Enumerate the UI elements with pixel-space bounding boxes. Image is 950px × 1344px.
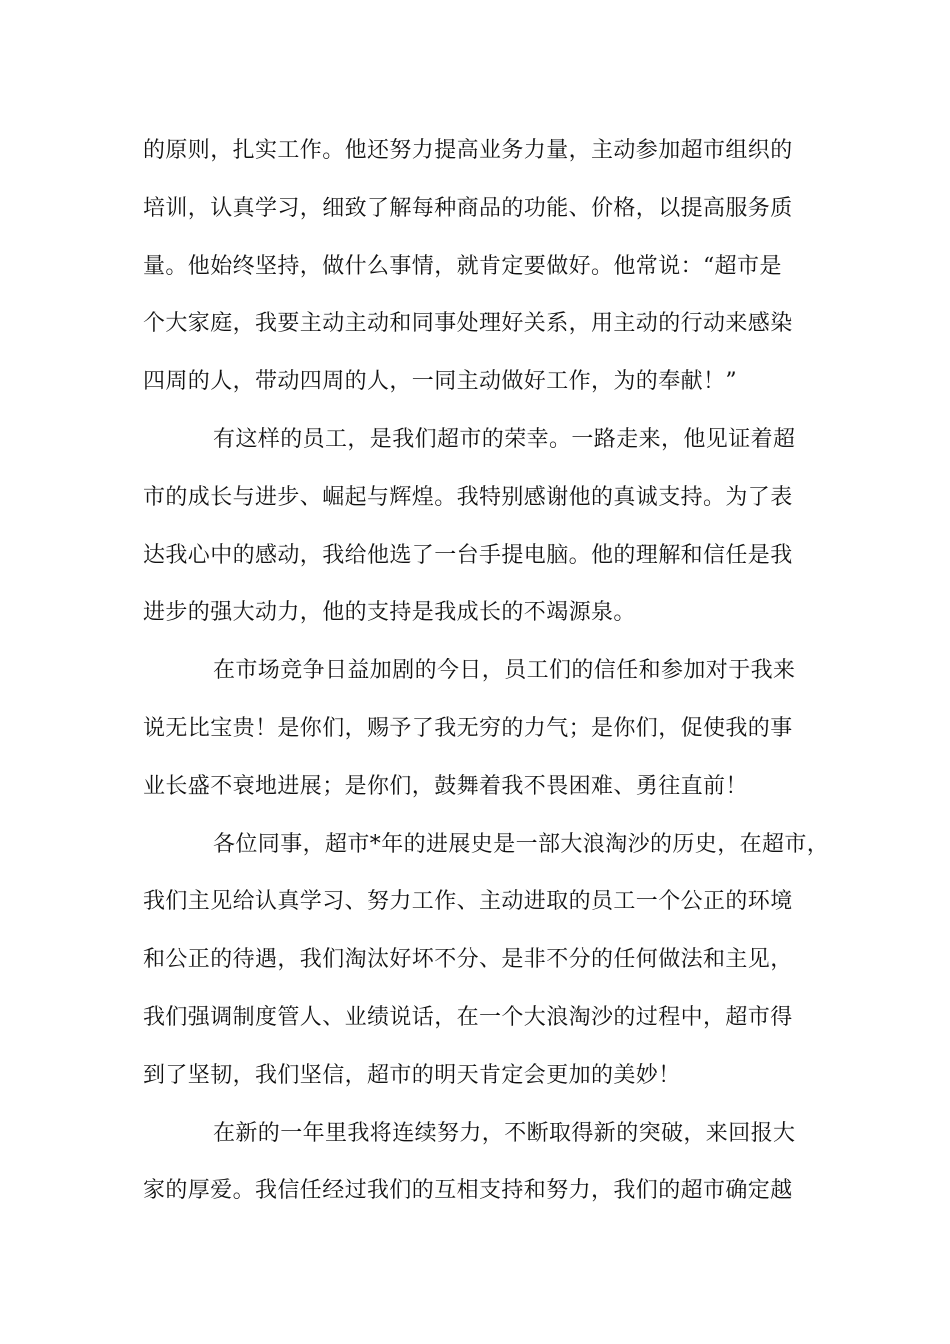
paragraph-line: 说无比宝贵！是你们，赐予了我无穷的力气；是你们，促使我的事 xyxy=(143,715,793,741)
paragraph-line: 我们主见给认真学习、努力工作、主动进取的员工一个公正的环境 xyxy=(143,889,793,915)
paragraph-line: 我们强调制度管人、业绩说话，在一个大浪淘沙的过程中，超市得 xyxy=(143,1004,793,1030)
paragraph-line: 业长盛不衰地进展；是你们，鼓舞着我不畏困难、勇往直前！ xyxy=(143,773,748,799)
paragraph-line: 和公正的待遇，我们淘汰好坏不分、是非不分的任何做法和主见， xyxy=(143,947,793,973)
paragraph-first-line: 在市场竞争日益加剧的今日，员工们的信任和参加对于我来 xyxy=(213,658,796,684)
paragraph-line: 家的厚爱。我信任经过我们的互相支持和努力，我们的超市确定越 xyxy=(143,1178,793,1204)
paragraph-line: 量。他始终坚持，做什么事情，就肯定要做好。他常说：“超市是 xyxy=(143,253,782,279)
paragraph-line: 四周的人，带动四周的人，一同主动做好工作，为的奉献！” xyxy=(143,369,738,395)
document-body xyxy=(143,127,843,1225)
paragraph-line: 培训，认真学习，细致了解每种商品的功能、价格，以提高服务质 xyxy=(143,195,793,221)
paragraph-line: 进步的强大动力，他的支持是我成长的不竭源泉。 xyxy=(143,600,636,626)
paragraph-line: 的原则，扎实工作。他还努力提高业务力量，主动参加超市组织的 xyxy=(143,138,793,163)
paragraph-first-line: 有这样的员工，是我们超市的荣幸。一路走来，他见证着超 xyxy=(213,426,796,452)
paragraph-line: 到了坚韧，我们坚信，超市的明天肯定会更加的美妙！ xyxy=(143,1062,681,1088)
paragraph-first-line: 在新的一年里我将连续努力，不断取得新的突破，来回报大 xyxy=(213,1120,796,1146)
paragraph-first-line: 各位同事，超市*年的进展史是一部大浪淘沙的历史，在超市， xyxy=(213,831,830,857)
paragraph-line: 市的成长与进步、崛起与辉煌。我特别感谢他的真诚支持。为了表 xyxy=(143,484,793,510)
paragraph-line: 达我心中的感动，我给他选了一台手提电脑。他的理解和信任是我 xyxy=(143,542,793,568)
paragraph-line: 个大家庭，我要主动主动和同事处理好关系，用主动的行动来感染 xyxy=(143,311,793,337)
